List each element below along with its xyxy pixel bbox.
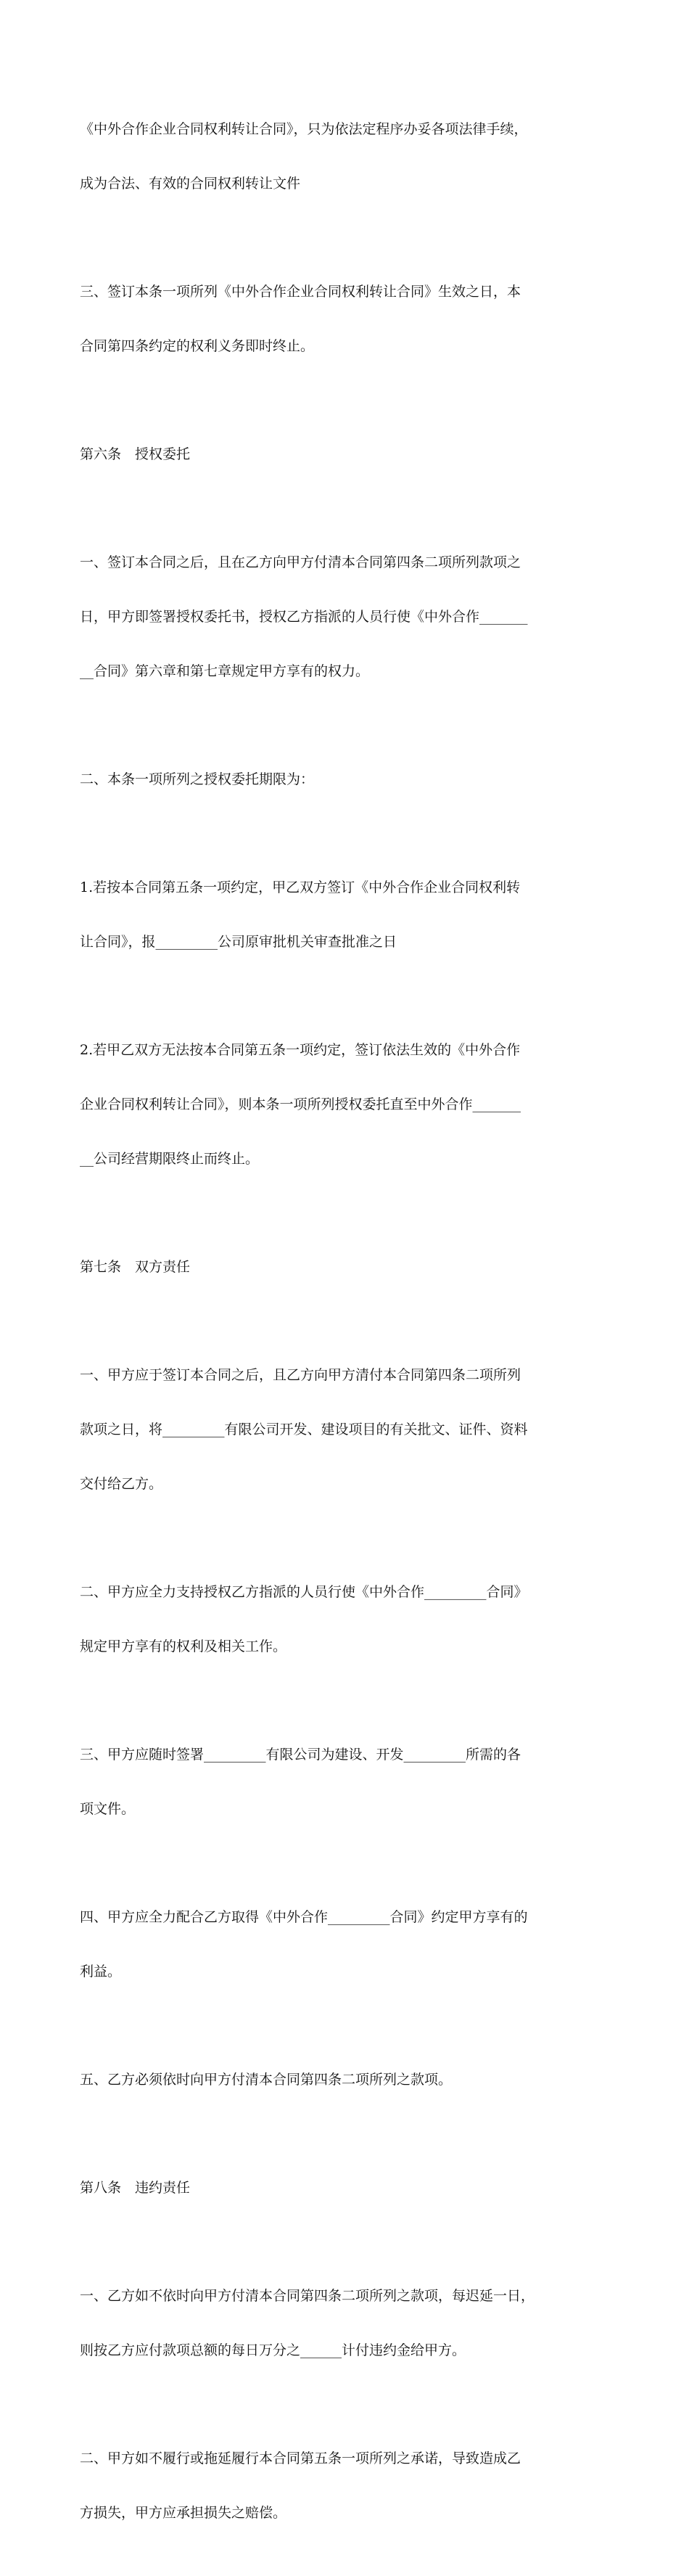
text-line: __公司经营期限终止而终止。 [80,1151,260,1167]
paragraph-authorization [80,517,613,717]
paragraph-duty-2 [80,1547,613,1692]
text-line: __合同》第六章和第七章规定甲方享有的权力。 [80,663,370,679]
text-line: 方损失，甲方应承担损失之赔偿。 [80,2505,287,2521]
text-line: 让合同》，报_________公司原审批机关审查批准之日 [80,934,397,950]
text-line: 1.若按本合同第五条一项约定，甲乙双方签订《中外合作企业合同权利转 [80,879,521,895]
text-line: 合同第四条约定的权利义务即时终止。 [80,338,315,354]
section-heading: 第七条 双方责任 [80,1259,191,1275]
text-line: 三、签订本条一项所列《中外合作企业合同权利转让合同》生效之日，本 [80,284,521,300]
text-line: 企业合同权利转让合同》，则本条一项所列授权委托直至中外合作_______ [80,1096,521,1112]
text-line: 五、乙方必须依时向甲方付清本合同第四条二项所列之款项。 [80,2072,453,2088]
paragraph-duty-4 [80,1872,613,2017]
text-line: 日，甲方即签署授权委托书，授权乙方指派的人员行使《中外合作_______ [80,609,528,625]
heading-article-8 [80,2143,613,2234]
paragraph-termination [80,247,613,392]
text-line: 规定甲方享有的权利及相关工作。 [80,1638,287,1654]
text-line: 则按乙方应付款项总额的每日万分之______计付违约金给甲方。 [80,2342,466,2358]
text-line: 2.若甲乙双方无法按本合同第五条一项约定，签订依法生效的《中外合作 [80,1042,521,1058]
document-body [80,84,613,2576]
text-line: 交付给乙方。 [80,1476,163,1492]
text-line: 二、甲方应全力支持授权乙方指派的人员行使《中外合作_________合同》 [80,1584,528,1600]
heading-article-7 [80,1222,613,1313]
paragraph-duty-1 [80,1330,613,1530]
text-line: 四、甲方应全力配合乙方取得《中外合作_________合同》约定甲方享有的 [80,1909,528,1925]
paragraph-term-option-1 [80,842,613,988]
text-line: 二、本条一项所列之授权委托期限为： [80,771,315,787]
paragraph-authorization-term [80,734,613,825]
text-line: 一、乙方如不依时向甲方付清本合同第四条二项所列之款项，每迟延一日， [80,2288,535,2304]
section-heading: 第六条 授权委托 [80,446,191,462]
text-line: 《中外合作企业合同权利转让合同》，只为依法定程序办妥各项法律手续， [80,121,528,137]
heading-article-6 [80,409,613,500]
text-line: 成为合法、有效的合同权利转让文件 [80,176,301,192]
paragraph-liability-1 [80,2251,613,2396]
paragraph-duty-5 [80,2035,613,2125]
text-line: 一、签订本合同之后，且在乙方向甲方付清本合同第四条二项所列款项之 [80,554,521,570]
paragraph-liability-2 [80,2413,613,2559]
text-line: 一、甲方应于签订本合同之后，且乙方向甲方清付本合同第四条二项所列 [80,1367,521,1383]
text-line: 项文件。 [80,1801,136,1817]
paragraph-duty-3 [80,1710,613,1855]
paragraph-transfer-formality [80,84,613,229]
text-line: 利益。 [80,1964,122,1980]
text-line: 款项之日，将_________有限公司开发、建设项目的有关批文、证件、资料 [80,1422,528,1437]
paragraph-term-option-2 [80,1005,613,1205]
text-line: 三、甲方应随时签署_________有限公司为建设、开发_________所需的各 [80,1747,521,1763]
text-line: 二、甲方如不履行或拖延履行本合同第五条一项所列之承诺，导致造成乙 [80,2450,521,2466]
section-heading: 第八条 违约责任 [80,2180,191,2196]
